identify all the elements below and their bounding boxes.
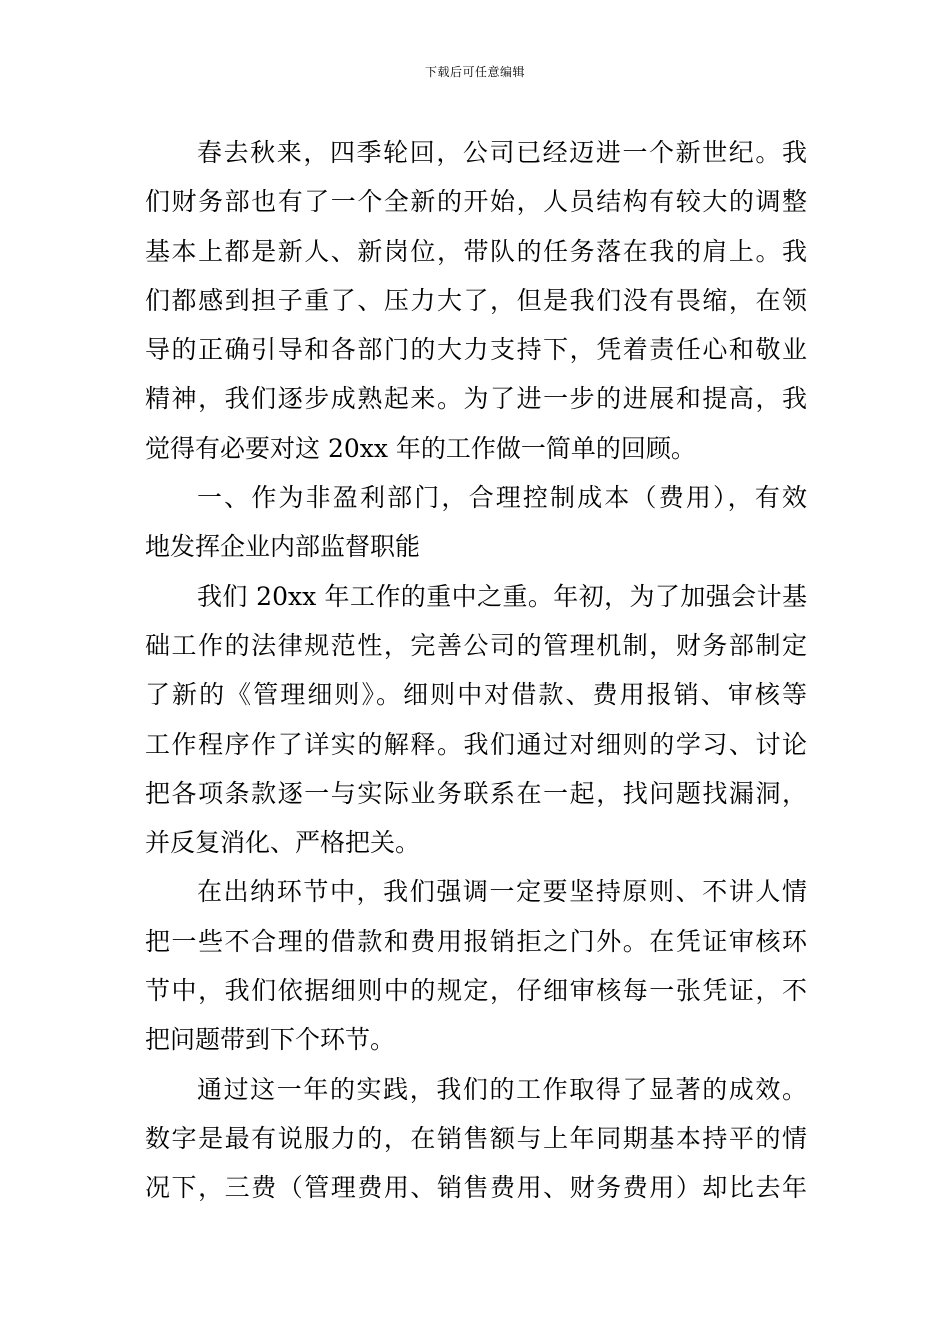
page-header: 下载后可任意编辑 bbox=[424, 65, 525, 79]
text-line: 春去秋来，四季轮回，公司已经迈进一个新世纪。我 bbox=[197, 138, 807, 167]
text-line: 并反复消化、严格把关。 bbox=[145, 828, 421, 858]
text-line: 地发挥企业内部监督职能 bbox=[145, 532, 421, 562]
text-line: 了新的《管理细则》。细则中对借款、费用报销、审核等 bbox=[145, 680, 807, 710]
text-line: 觉得有必要对这 20xx 年的工作做一简单的回顾。 bbox=[145, 433, 696, 463]
text-line: 基本上都是新人、新岗位，带队的任务落在我的肩上。我 bbox=[145, 236, 807, 266]
section-heading bbox=[145, 473, 807, 572]
text-line: 数字是最有说服力的，在销售额与上年同期基本持平的情 bbox=[145, 1123, 807, 1153]
paragraph-intro bbox=[145, 128, 807, 473]
document-body bbox=[145, 128, 807, 1213]
text-line: 工作程序作了详实的解释。我们通过对细则的学习、讨论 bbox=[145, 729, 807, 759]
text-line: 们都感到担子重了、压力大了，但是我们没有畏缩，在领 bbox=[145, 285, 807, 315]
paragraph-rules bbox=[145, 572, 807, 868]
paragraph-results bbox=[145, 1065, 807, 1213]
text-line: 把各项条款逐一与实际业务联系在一起，找问题找漏洞， bbox=[145, 778, 807, 808]
text-line: 我们 20xx 年工作的重中之重。年初，为了加强会计基 bbox=[197, 581, 807, 611]
text-line: 精神，我们逐步成熟起来。为了进一步的进展和提高，我 bbox=[145, 384, 807, 414]
text-line: 一、作为非盈利部门，合理控制成本（费用），有效 bbox=[197, 483, 807, 513]
text-line: 把问题带到下个环节。 bbox=[145, 1025, 396, 1055]
text-line: 导的正确引导和各部门的大力支持下，凭着责任心和敬业 bbox=[145, 335, 807, 365]
text-line: 们财务部也有了一个全新的开始，人员结构有较大的调整 bbox=[145, 187, 807, 217]
text-line: 节中，我们依据细则中的规定，仔细审核每一张凭证，不 bbox=[145, 976, 807, 1006]
text-line: 在出纳环节中，我们强调一定要坚持原则、不讲人情 bbox=[197, 877, 807, 907]
text-line: 通过这一年的实践，我们的工作取得了显著的成效。 bbox=[197, 1074, 807, 1104]
text-line: 把一些不合理的借款和费用报销拒之门外。在凭证审核环 bbox=[145, 926, 807, 956]
paragraph-cashier bbox=[145, 867, 807, 1064]
text-line: 础工作的法律规范性，完善公司的管理机制，财务部制定 bbox=[145, 630, 807, 660]
text-line: 况下，三费（管理费用、销售费用、财务费用）却比去年 bbox=[145, 1173, 807, 1203]
